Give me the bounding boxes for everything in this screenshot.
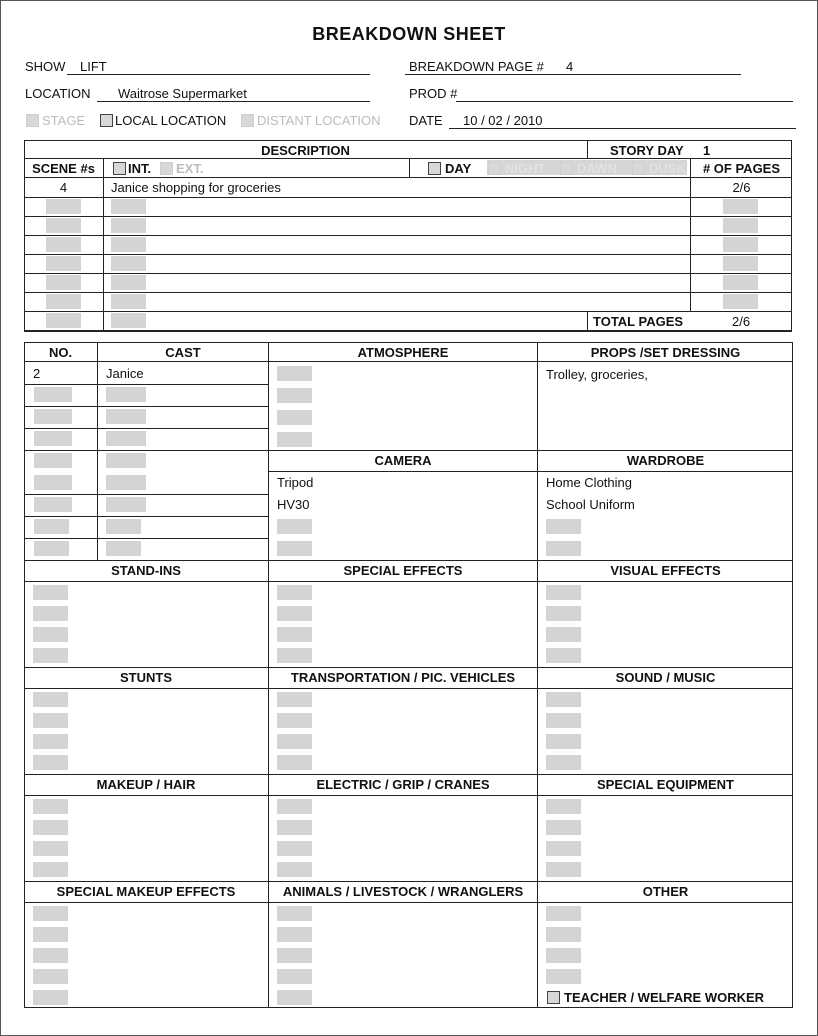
location-label: LOCATION: [25, 86, 91, 101]
dusk-checkbox[interactable]: [632, 162, 645, 175]
other-field[interactable]: [546, 906, 581, 921]
camera-header: CAMERA: [374, 453, 432, 468]
stunts-field[interactable]: [33, 713, 68, 728]
special-makeup-field[interactable]: [33, 990, 68, 1005]
electric-field[interactable]: [277, 862, 312, 877]
electric-field[interactable]: [277, 841, 312, 856]
breakdown-page-label: BREAKDOWN PAGE #: [409, 59, 544, 74]
special-makeup-field[interactable]: [33, 906, 68, 921]
dawn-label: DAWN: [577, 161, 617, 176]
stand-ins-field[interactable]: [33, 627, 68, 642]
special-makeup-field[interactable]: [33, 927, 68, 942]
cast-no-field[interactable]: [34, 409, 72, 424]
scene-field[interactable]: [46, 256, 81, 271]
visual-effects-field[interactable]: [546, 627, 581, 642]
pages-field[interactable]: [723, 275, 758, 290]
show-label: SHOW: [25, 59, 66, 74]
stage-label: STAGE: [42, 113, 86, 128]
cast-no-field[interactable]: [34, 519, 69, 534]
location-value[interactable]: Waitrose Supermarket: [118, 86, 247, 101]
description-field[interactable]: [111, 218, 146, 233]
electric-field[interactable]: [277, 799, 312, 814]
scene-field[interactable]: [46, 199, 81, 214]
sound-music-field[interactable]: [546, 755, 581, 770]
special-makeup-field[interactable]: [33, 969, 68, 984]
transportation-field[interactable]: [277, 734, 312, 749]
other-header: OTHER: [642, 884, 689, 899]
cast-name-field[interactable]: [106, 409, 146, 424]
special-effects-field[interactable]: [277, 606, 312, 621]
special-effects-field[interactable]: [277, 648, 312, 663]
scene-field[interactable]: [46, 275, 81, 290]
sound-music-field[interactable]: [546, 734, 581, 749]
breakdown-page-value[interactable]: 4: [566, 59, 574, 74]
scene-col-header: SCENE #s: [32, 161, 95, 176]
stunts-field[interactable]: [33, 755, 68, 770]
cast-name[interactable]: Janice: [106, 366, 144, 381]
stunts-header: STUNTS: [120, 670, 172, 685]
visual-effects-header: VISUAL EFFECTS: [610, 563, 721, 578]
other-field[interactable]: [546, 948, 581, 963]
description-field[interactable]: [111, 294, 146, 309]
date-underline: [449, 127, 796, 129]
transportation-field[interactable]: [277, 713, 312, 728]
cast-name-field[interactable]: [106, 387, 146, 402]
cast-no-field[interactable]: [34, 541, 69, 556]
show-value[interactable]: LIFT: [80, 59, 107, 74]
sound-music-field[interactable]: [546, 713, 581, 728]
atmosphere-field[interactable]: [277, 432, 312, 447]
cast-name-field[interactable]: [106, 541, 141, 556]
animals-field[interactable]: [277, 948, 312, 963]
special-makeup-field[interactable]: [33, 948, 68, 963]
dawn-checkbox[interactable]: [560, 162, 573, 175]
ext-checkbox[interactable]: [160, 162, 173, 175]
transportation-header: TRANSPORTATION / PIC. VEHICLES: [290, 670, 516, 685]
stand-ins-field[interactable]: [33, 606, 68, 621]
page-title: BREAKDOWN SHEET: [312, 24, 506, 44]
special-effects-field[interactable]: [277, 585, 312, 600]
electric-field[interactable]: [277, 820, 312, 835]
camera-field[interactable]: [277, 519, 312, 534]
description-field[interactable]: [111, 313, 146, 328]
makeup-hair-field[interactable]: [33, 799, 68, 814]
cast-no-field[interactable]: [34, 431, 72, 446]
story-day-label: STORY DAY: [610, 143, 684, 158]
stand-ins-field[interactable]: [33, 648, 68, 663]
wardrobe-item[interactable]: Home Clothing: [546, 475, 632, 490]
animals-field[interactable]: [277, 969, 312, 984]
story-day-value[interactable]: 1: [703, 143, 711, 158]
description-field[interactable]: [111, 199, 146, 214]
ext-label: EXT.: [176, 161, 204, 176]
wardrobe-field[interactable]: [546, 541, 581, 556]
date-label: DATE: [409, 113, 443, 128]
scene-field[interactable]: [46, 294, 81, 309]
day-checkbox[interactable]: [428, 162, 441, 175]
animals-field[interactable]: [277, 990, 312, 1005]
scene-field[interactable]: [46, 218, 81, 233]
pages-field[interactable]: [723, 237, 758, 252]
cast-header: CAST: [165, 345, 201, 360]
distant-location-label: DISTANT LOCATION: [257, 113, 381, 128]
teacher-label: TEACHER / WELFARE WORKER: [564, 990, 765, 1005]
distant-location-checkbox[interactable]: [241, 114, 254, 127]
wardrobe-item[interactable]: School Uniform: [546, 497, 635, 512]
special-equipment-field[interactable]: [546, 799, 581, 814]
date-value[interactable]: 10 / 02 / 2010: [463, 113, 543, 128]
other-field[interactable]: [546, 969, 581, 984]
pages-field[interactable]: [723, 218, 758, 233]
atmosphere-field[interactable]: [277, 388, 312, 403]
props-value[interactable]: Trolley, groceries,: [546, 367, 648, 382]
wardrobe-header: WARDROBE: [626, 453, 705, 468]
visual-effects-field[interactable]: [546, 648, 581, 663]
special-effects-field[interactable]: [277, 627, 312, 642]
makeup-hair-field[interactable]: [33, 820, 68, 835]
no-header: NO.: [48, 345, 73, 360]
night-label: NIGHT: [505, 161, 546, 176]
pages-field[interactable]: [723, 199, 758, 214]
total-pages-value[interactable]: 2/6: [732, 314, 751, 329]
sound-music-field[interactable]: [546, 692, 581, 707]
cast-name-field[interactable]: [106, 475, 146, 490]
cast-no-field[interactable]: [34, 387, 72, 402]
night-checkbox[interactable]: [488, 162, 501, 175]
scene-number[interactable]: 4: [59, 180, 68, 195]
animals-field[interactable]: [277, 906, 312, 921]
special-equipment-field[interactable]: [546, 841, 581, 856]
scene-field[interactable]: [46, 237, 81, 252]
special-makeup-header: SPECIAL MAKEUP EFFECTS: [56, 884, 236, 899]
wardrobe-field[interactable]: [546, 519, 581, 534]
stunts-field[interactable]: [33, 692, 68, 707]
camera-item[interactable]: Tripod: [277, 475, 314, 490]
camera-field[interactable]: [277, 541, 312, 556]
pages-col-header: # OF PAGES: [702, 161, 781, 176]
teacher-checkbox[interactable]: [547, 991, 560, 1004]
scene-field[interactable]: [46, 313, 81, 328]
stage-checkbox[interactable]: [26, 114, 39, 127]
breakdown-page-underline: [405, 73, 741, 75]
cast-no-field[interactable]: [34, 497, 72, 512]
makeup-hair-field[interactable]: [33, 841, 68, 856]
int-label: INT.: [128, 161, 152, 176]
stand-ins-field[interactable]: [33, 585, 68, 600]
transportation-field[interactable]: [277, 692, 312, 707]
show-underline: [67, 73, 370, 75]
day-label: DAY: [445, 161, 472, 176]
animals-field[interactable]: [277, 927, 312, 942]
prod-underline: [456, 100, 793, 102]
other-field[interactable]: [546, 927, 581, 942]
cast-name-field[interactable]: [106, 453, 146, 468]
stunts-field[interactable]: [33, 734, 68, 749]
total-pages-label: TOTAL PAGES: [593, 314, 684, 329]
atmosphere-field[interactable]: [277, 410, 312, 425]
cast-name-field[interactable]: [106, 497, 146, 512]
visual-effects-field[interactable]: [546, 585, 581, 600]
scene-pages[interactable]: 2/6: [732, 180, 751, 195]
transportation-field[interactable]: [277, 755, 312, 770]
special-equipment-field[interactable]: [546, 862, 581, 877]
props-header: PROPS /SET DRESSING: [590, 345, 741, 360]
cast-no-field[interactable]: [34, 475, 72, 490]
local-location-checkbox[interactable]: [100, 114, 113, 127]
pages-field[interactable]: [723, 294, 758, 309]
cast-name-field[interactable]: [106, 519, 141, 534]
description-header: DESCRIPTION: [261, 143, 350, 158]
cast-no-field[interactable]: [34, 453, 72, 468]
special-equipment-header: SPECIAL EQUIPMENT: [596, 777, 734, 792]
special-effects-header: SPECIAL EFFECTS: [343, 563, 463, 578]
cast-name-field[interactable]: [106, 431, 146, 446]
location-underline: [97, 100, 370, 102]
description-field[interactable]: [111, 275, 146, 290]
int-checkbox[interactable]: [113, 162, 126, 175]
makeup-hair-field[interactable]: [33, 862, 68, 877]
makeup-hair-header: MAKEUP / HAIR: [96, 777, 196, 792]
visual-effects-field[interactable]: [546, 606, 581, 621]
description-field[interactable]: [111, 256, 146, 271]
special-equipment-field[interactable]: [546, 820, 581, 835]
camera-item[interactable]: HV30: [277, 497, 310, 512]
prod-label: PROD #: [409, 86, 458, 101]
sound-music-header: SOUND / MUSIC: [615, 670, 716, 685]
animals-header: ANIMALS / LIVESTOCK / WRANGLERS: [282, 884, 524, 899]
dusk-label: DUSK: [649, 161, 686, 176]
electric-header: ELECTRIC / GRIP / CRANES: [316, 777, 490, 792]
cast-no[interactable]: 2: [33, 366, 41, 381]
stand-ins-header: STAND-INS: [111, 563, 181, 578]
pages-field[interactable]: [723, 256, 758, 271]
local-location-label: LOCAL LOCATION: [115, 113, 227, 128]
atmosphere-header: ATMOSPHERE: [357, 345, 449, 360]
atmosphere-field[interactable]: [277, 366, 312, 381]
scene-description[interactable]: Janice shopping for groceries: [111, 180, 281, 195]
description-field[interactable]: [111, 237, 146, 252]
